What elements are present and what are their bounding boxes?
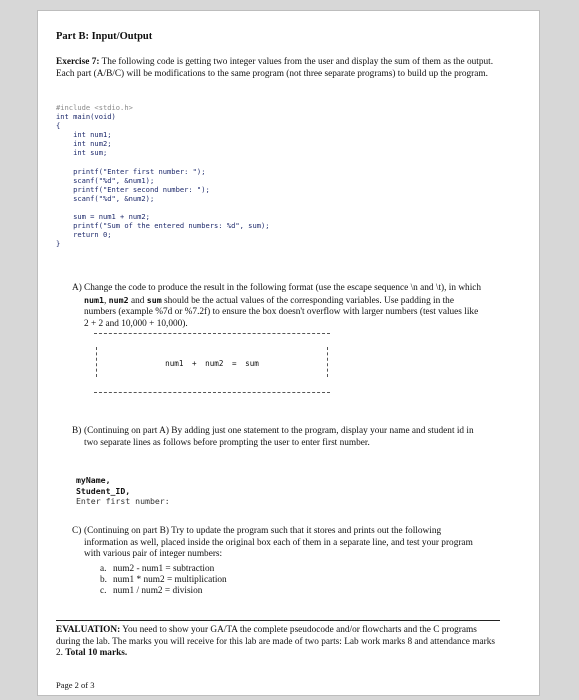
evaluation-note (56, 625, 498, 660)
sample-output-id: Student_ID, (76, 485, 131, 496)
code-line: return 0; (56, 230, 112, 240)
code-line: { (56, 121, 61, 131)
sample-output-prompt: Enter first number: (76, 496, 170, 507)
list-item: b. num1 * num2 = multiplication (100, 575, 227, 586)
part-a-text: Change the code to produce the result in the following format (use the escape sequence \n and \t), in which (84, 283, 482, 293)
sample-output (76, 475, 170, 507)
evaluation-divider (56, 620, 500, 621)
var-num2: num2 (108, 294, 129, 305)
evaluation-label: EVALUATION: (56, 625, 121, 635)
var-sum: sum (146, 294, 162, 305)
code-line: scanf("%d", &num1); (56, 175, 155, 185)
part-heading: Part B: Input/Output (56, 31, 153, 42)
output-box-example (94, 333, 330, 393)
evaluation-text: You need to show your GA/TA the complete pseudocode and/or flowcharts and the C programs during the lab. The marks you will receive for this lab are made of two parts: Lab work marks 8 and attendance marks 2. (56, 625, 495, 659)
code-line: printf("Sum of the entered numbers: %d", sum); (56, 221, 270, 231)
part-b-text: (Continuing on part A) By adding just one statement to the program, display your name and student id in two separate lines as follows before prompting the user to enter first number. (84, 426, 474, 448)
code-line: } (56, 239, 61, 249)
code-line: int sum; (56, 148, 108, 158)
code-line: scanf("%d", &num2); (56, 193, 155, 203)
document-page (37, 10, 540, 696)
exercise-intro (56, 57, 494, 80)
part-c-list (100, 564, 227, 598)
box-bottom-border (94, 392, 330, 393)
part-b (72, 426, 484, 449)
evaluation-total: Total 10 marks. (65, 648, 128, 659)
part-b-label: B) (72, 426, 82, 436)
code-line: #include <stdio.h> (56, 103, 133, 112)
code-line: int num2; (56, 139, 112, 149)
list-item: c. num1 / num2 = division (100, 586, 203, 597)
code-line: int num1; (56, 130, 112, 140)
sample-output-name: myName, (76, 475, 111, 485)
exercise-text: The following code is getting two integer values from the user and display the sum of them as the output. Each part (A/B/C) will be modifications to the same program (not three separate programs) to build up the program. (56, 57, 494, 79)
code-line: printf("Enter second number: "); (56, 184, 210, 194)
code-line: sum = num1 + num2; (56, 212, 150, 222)
page-number: Page 2 of 3 (56, 680, 95, 690)
code-block (56, 103, 270, 249)
box-content: num1 + num2 = sum (165, 359, 259, 368)
list-item: a. num2 - num1 = subtraction (100, 564, 215, 574)
code-line: printf("Enter first number: "); (56, 166, 206, 176)
part-c (72, 526, 484, 561)
part-c-label: C) (72, 526, 82, 536)
part-a-label: A) (72, 283, 82, 293)
exercise-label: Exercise 7: (56, 57, 100, 67)
box-top-border (94, 333, 330, 334)
var-num1: num1 (84, 294, 104, 305)
code-line: int main(void) (56, 112, 116, 122)
part-a: A) Change the code to produce the result in the following format (use the escape sequence \n and \t), in which num1, num2 and sum should be the actual values of the corresponding variables. Use padding in the numbers (example %7d or %7.2f) to ensure the box doesn't overflow with larger numbers (test values like 2 + 2 and 10,000 + 10,000). (72, 283, 482, 329)
part-c-text: (Continuing on part B) Try to update the program such that it stores and prints out the following information as well, placed inside the original box each of them in a separate line, and test your program with various pair of integer numbers: (84, 526, 473, 560)
